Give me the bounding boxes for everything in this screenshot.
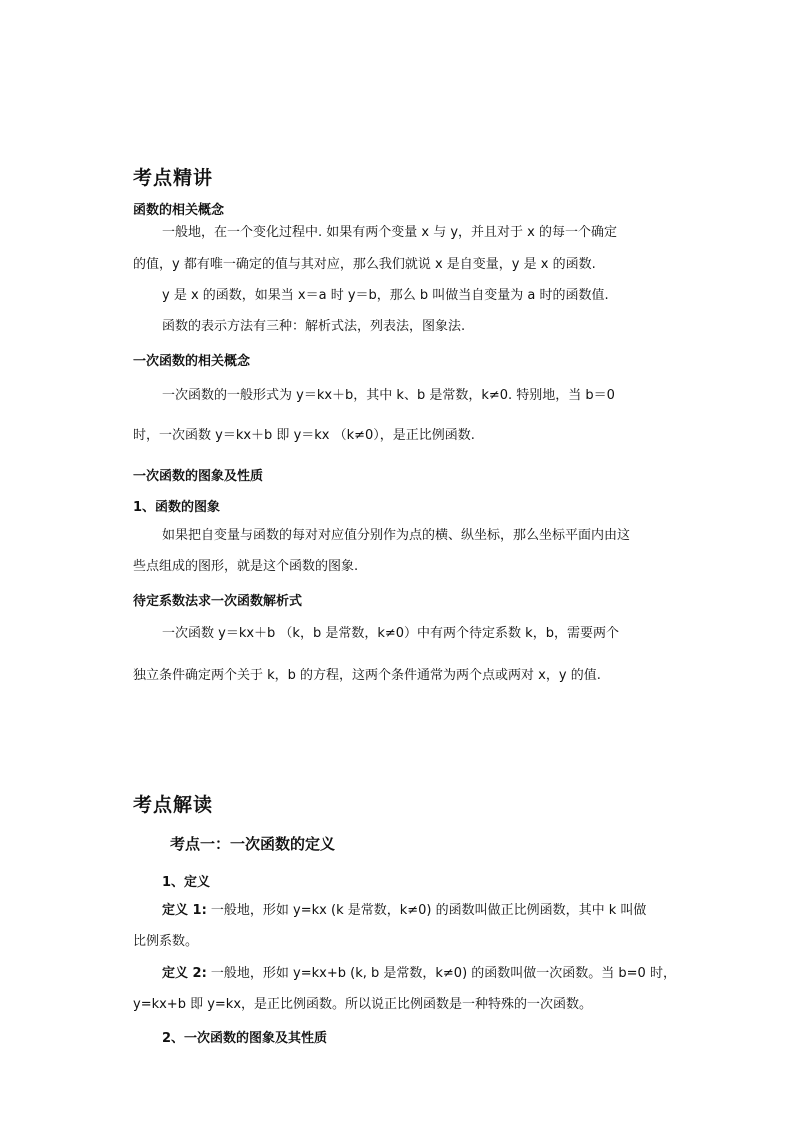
paragraph-undetermined-line1: 一次函数 y＝kx＋b （k，b 是常数，k≠0）中有两个待定系数 k，b，需要两个 — [162, 626, 619, 641]
heading-undetermined-coefficients: 待定系数法求一次函数解析式 — [133, 594, 303, 609]
paragraph-graph-line1: 如果把自变量与函数的每对对应值分别作为点的横、纵坐标，那么坐标平面内由这 — [162, 528, 631, 543]
def2-label: 定义 2: — [162, 966, 207, 981]
heading-function-concept: 函数的相关概念 — [133, 203, 225, 218]
paragraph-linear-form-line2: 时，一次函数 y＝kx＋b 即 y＝kx （k≠0），是正比例函数. — [133, 428, 475, 443]
paragraph-function-value: y 是 x 的函数，如果当 x＝a 时 y＝b，那么 b 叫做当自变量为 a 时的函数值. — [162, 288, 609, 303]
paragraph-representation-methods: 函数的表示方法有三种：解析式法，列表法，图象法. — [162, 319, 466, 334]
heading-function-graph: 1、函数的图象 — [133, 500, 221, 515]
paragraph-def1-line2: 比例系数。 — [133, 934, 199, 949]
section-title-key-points: 考点精讲 — [133, 167, 214, 189]
heading-point-one: 考点一：一次函数的定义 — [170, 835, 336, 853]
paragraph-def1-line1 — [162, 902, 646, 920]
heading-definition: 1、定义 — [162, 875, 211, 890]
paragraph-function-def-line2: 的值，y 都有唯一确定的值与其对应，那么我们就说 x 是自变量，y 是 x 的函数. — [133, 257, 596, 272]
heading-graph-properties-2: 2、一次函数的图象及其性质 — [162, 1031, 328, 1046]
def1-text: 一般地，形如 y=kx (k 是常数，k≠0) 的函数叫做正比例函数，其中 k 叫做 — [210, 903, 647, 918]
heading-linear-function-concept: 一次函数的相关概念 — [133, 354, 251, 369]
section-title-interpretation: 考点解读 — [133, 794, 214, 816]
paragraph-def2-line2: y=kx+b 即 y=kx，是正比例函数。所以说正比例函数是一种特殊的一次函数。 — [133, 997, 593, 1012]
def2-text: 一般地，形如 y=kx+b (k, b 是常数，k≠0) 的函数叫做一次函数。当 b=0 时， — [210, 966, 676, 981]
paragraph-graph-line2: 些点组成的图形，就是这个函数的图象. — [133, 559, 359, 574]
paragraph-linear-form-line1: 一次函数的一般形式为 y＝kx＋b，其中 k、b 是常数，k≠0. 特别地，当 b＝0 — [162, 388, 615, 403]
paragraph-function-def-line1: 一般地，在一个变化过程中. 如果有两个变量 x 与 y，并且对于 x 的每一个确定 — [162, 225, 618, 240]
def1-label: 定义 1: — [162, 903, 207, 918]
heading-graph-and-properties: 一次函数的图象及性质 — [133, 469, 264, 484]
paragraph-def2-line1 — [162, 965, 676, 983]
paragraph-undetermined-line2: 独立条件确定两个关于 k，b 的方程，这两个条件通常为两个点或两对 x，y 的值. — [133, 668, 601, 683]
